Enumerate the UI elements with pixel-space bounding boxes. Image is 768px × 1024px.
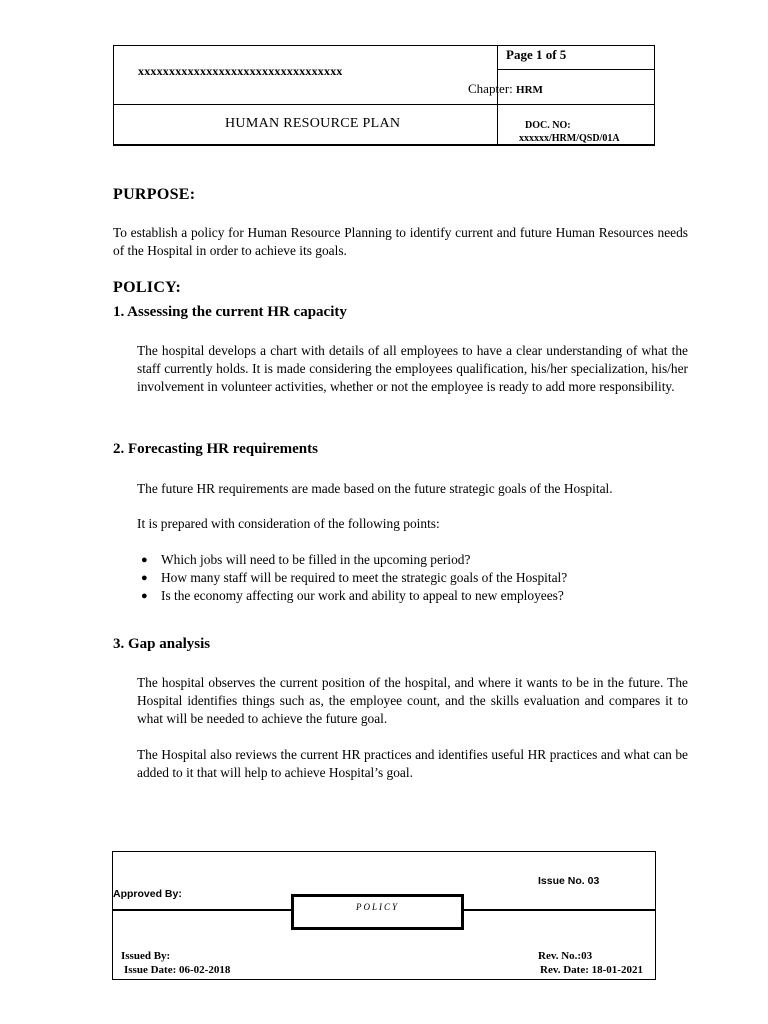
organization-name: xxxxxxxxxxxxxxxxxxxxxxxxxxxxxxxxx	[138, 64, 343, 78]
section-2-heading: 2. Forecasting HR requirements	[113, 441, 318, 457]
header-divider	[113, 104, 655, 105]
section-2-paragraph-2: It is prepared with consideration of the following points:	[137, 516, 440, 531]
revision-number: Rev. No.:03	[538, 950, 593, 962]
chapter-label: Chapter:	[468, 81, 513, 96]
issued-by: Issued By:	[121, 950, 171, 962]
header-column-divider-bottom	[497, 104, 498, 145]
approved-by: Approved By:	[113, 888, 182, 900]
document-title: HUMAN RESOURCE PLAN	[225, 116, 401, 131]
section-3-paragraph-1: The hospital observes the current position of the hospital, and where it wants to be in the future. The Hospital identifies things such as, the employee count, and the skills evaluation and compares it to what will be needed to achieve the future goal.	[137, 675, 688, 726]
doc-no-value: xxxxxx/HRM/QSD/01A	[519, 133, 620, 144]
chapter	[468, 81, 543, 97]
list-item	[137, 569, 688, 587]
bullet-icon: ●	[141, 590, 148, 602]
purpose-text: To establish a policy for Human Resource Planning to identify current and future Human Resources needs of the Hospital in order to achieve its goals.	[113, 225, 688, 258]
issue-number: Issue No. 03	[538, 875, 600, 887]
policy-stamp-label: POLICY	[355, 902, 399, 912]
issue-date: Issue Date: 06-02-2018	[124, 964, 231, 976]
list-item-text: Is the economy affecting our work and ability to appeal to new employees?	[161, 588, 564, 603]
bullet-icon: ●	[141, 554, 148, 566]
list-item	[137, 551, 688, 569]
list-item-text: How many staff will be required to meet the strategic goals of the Hospital?	[161, 570, 568, 585]
bullet-icon: ●	[141, 572, 148, 584]
doc-no-label: DOC. NO:	[525, 120, 571, 131]
section-3-heading: 3. Gap analysis	[113, 636, 211, 652]
section-2-bullet-list	[137, 551, 688, 605]
list-item	[137, 587, 688, 605]
header-bottom-rule	[113, 145, 655, 146]
chapter-value: HRM	[516, 84, 543, 96]
section-1-heading: 1. Assessing the current HR capacity	[113, 304, 347, 320]
section-3-paragraph-2: The Hospital also reviews the current HR practices and identifies useful HR practices and what can be added to it that will help to achieve Hospital’s goal.	[137, 747, 688, 780]
page-number: Page 1 of 5	[506, 47, 567, 62]
policy-heading: POLICY:	[113, 279, 182, 296]
policy-stamp	[291, 894, 464, 930]
section-1-paragraph: The hospital develops a chart with details of all employees to have a clear understanding of what the staff currently holds. It is made considering the employees qualification, his/her specialization, his/her involvement in volunteer activities, whether or not the employee is ready to add more responsibility.	[137, 343, 688, 394]
purpose-heading: PURPOSE:	[113, 186, 196, 203]
header-page-divider	[497, 69, 655, 70]
list-item-text: Which jobs will need to be filled in the upcoming period?	[161, 552, 471, 567]
revision-date: Rev. Date: 18-01-2021	[540, 964, 643, 976]
section-2-paragraph-1: The future HR requirements are made based on the future strategic goals of the Hospital.	[137, 481, 613, 496]
